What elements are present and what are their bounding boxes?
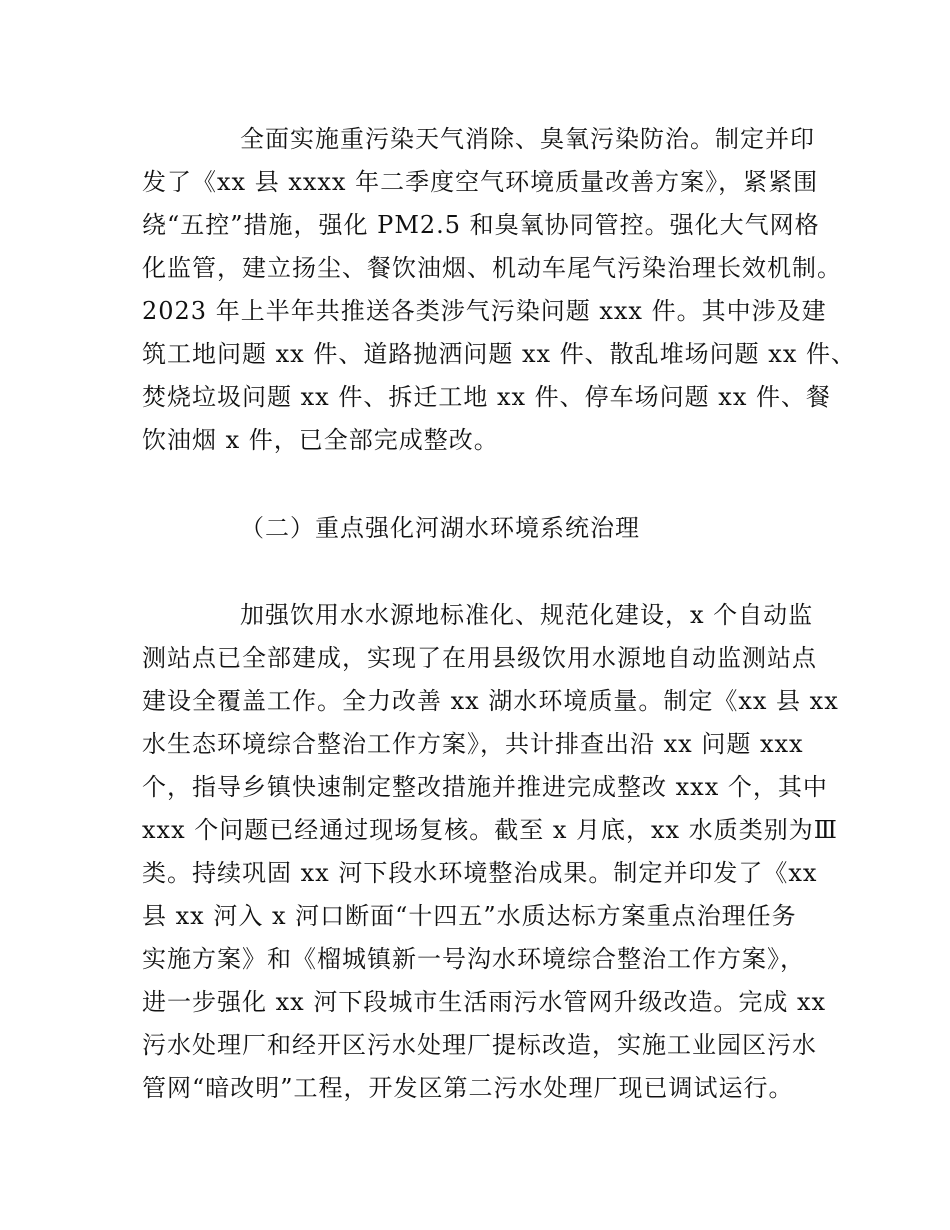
paragraph-line: 加强饮用水水源地标准化、规范化建设，x 个自动监 (240, 601, 814, 629)
paragraph-line: 筑工地问题 xx 件、道路抛洒问题 xx 件、散乱堆场问题 xx 件、 (142, 340, 856, 368)
paragraph-line: 个，指导乡镇快速制定整改措施并推进完成整改 xxx 个，其中 (142, 773, 828, 801)
paragraph-line: 实施方案》和《榴城镇新一号沟水环境综合整治工作方案》， (142, 945, 805, 973)
paragraph-line: 绕“五控”措施，强化 PM2.5 和臭氧协同管控。强化大气网格 (142, 211, 820, 239)
paragraph-line: 发了《xx 县 xxxx 年二季度空气环境质量改善方案》，紧紧围 (142, 168, 819, 196)
paragraph-line: 2023 年上半年共推送各类涉气污染问题 xxx 件。其中涉及建 (142, 297, 827, 325)
paragraph-line: 焚烧垃圾问题 xx 件、拆迁工地 xx 件、停车场问题 xx 件、餐 (142, 383, 831, 411)
paragraph-line: 全面实施重污染天气消除、臭氧污染防治。制定并印 (240, 125, 815, 153)
paragraph-line: 类。持续巩固 xx 河下段水环境整治成果。制定并印发了《xx (142, 859, 818, 887)
paragraph-line: 测站点已全部建成，实现了在用县级饮用水源地自动监测站点 (142, 644, 817, 672)
paragraph-line: 管网“暗改明”工程，开发区第二污水处理厂现已调试运行。 (142, 1074, 794, 1102)
paragraph-line: 建设全覆盖工作。全力改善 xx 湖水环境质量。制定《xx 县 xx (142, 687, 839, 715)
section-heading: （二）重点强化河湖水环境系统治理 (240, 514, 640, 542)
paragraph-line: 污水处理厂和经开区污水处理厂提标改造，实施工业园区污水 (142, 1031, 817, 1059)
paragraph-line: 饮油烟 x 件，已全部完成整改。 (142, 426, 499, 454)
paragraph-line: xxx 个问题已经通过现场复核。截至 x 月底，xx 水质类别为Ⅲ (142, 816, 838, 844)
paragraph-line: 县 xx 河入 x 河口断面“十四五”水质达标方案重点治理任务 (142, 902, 797, 930)
paragraph-line: 进一步强化 xx 河下段城市生活雨污水管网升级改造。完成 xx (142, 988, 827, 1016)
paragraph-line: 水生态环境综合整治工作方案》，共计排查出沿 xx 问题 xxx (142, 730, 804, 758)
paragraph-line: 化监管，建立扬尘、餐饮油烟、机动车尾气污染治理长效机制。 (142, 254, 842, 282)
